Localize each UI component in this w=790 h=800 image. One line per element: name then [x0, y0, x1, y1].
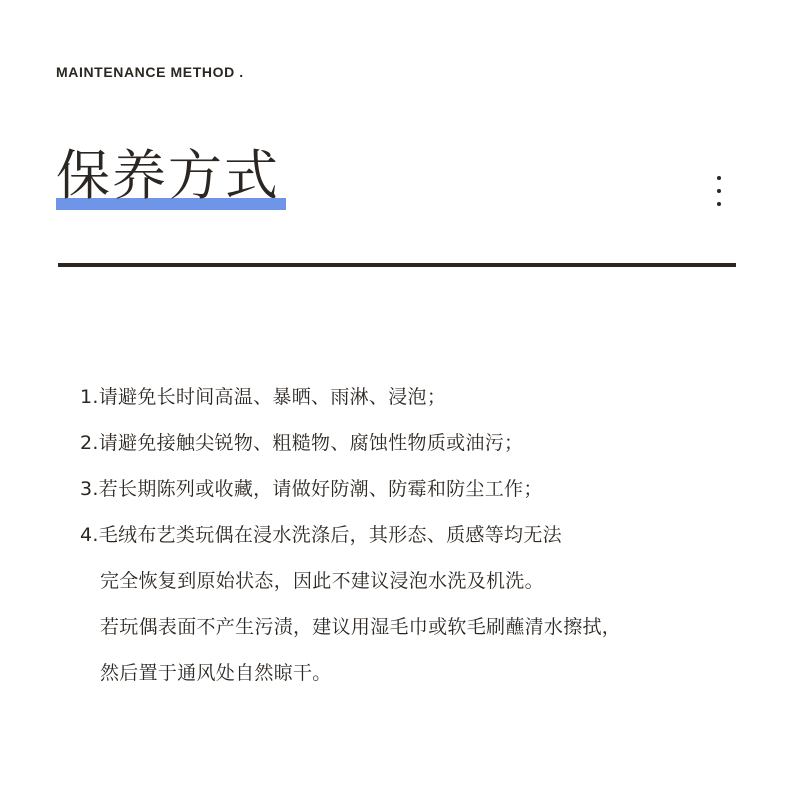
section-title-block — [56, 140, 286, 214]
instruction-item-2: 2.请避免接触尖锐物、粗糙物、腐蚀性物质或油污； — [80, 432, 524, 454]
instruction-item-4: 4.毛绒布艺类玩偶在浸水洗涤后，其形态、质感等均无法 — [80, 524, 562, 546]
instruction-item-4-continued: 然后置于通风处自然晾干。 — [100, 662, 332, 684]
instruction-item-4-continued: 若玩偶表面不产生污渍，建议用湿毛巾或软毛刷蘸清水擦拭， — [100, 616, 622, 638]
divider — [58, 263, 736, 267]
instruction-item-1: 1.请避免长时间高温、暴晒、雨淋、浸泡； — [80, 386, 447, 408]
instruction-item-3: 3.若长期陈列或收藏，请做好防潮、防霉和防尘工作； — [80, 478, 543, 500]
vertical-ellipsis-icon — [712, 176, 726, 212]
instruction-item-4-continued: 完全恢复到原始状态，因此不建议浸泡水洗及机洗。 — [100, 570, 544, 592]
page-title: 保养方式 — [56, 144, 280, 207]
maintenance-instructions — [80, 374, 760, 696]
section-subtitle: MAINTENANCE METHOD . — [56, 64, 244, 80]
